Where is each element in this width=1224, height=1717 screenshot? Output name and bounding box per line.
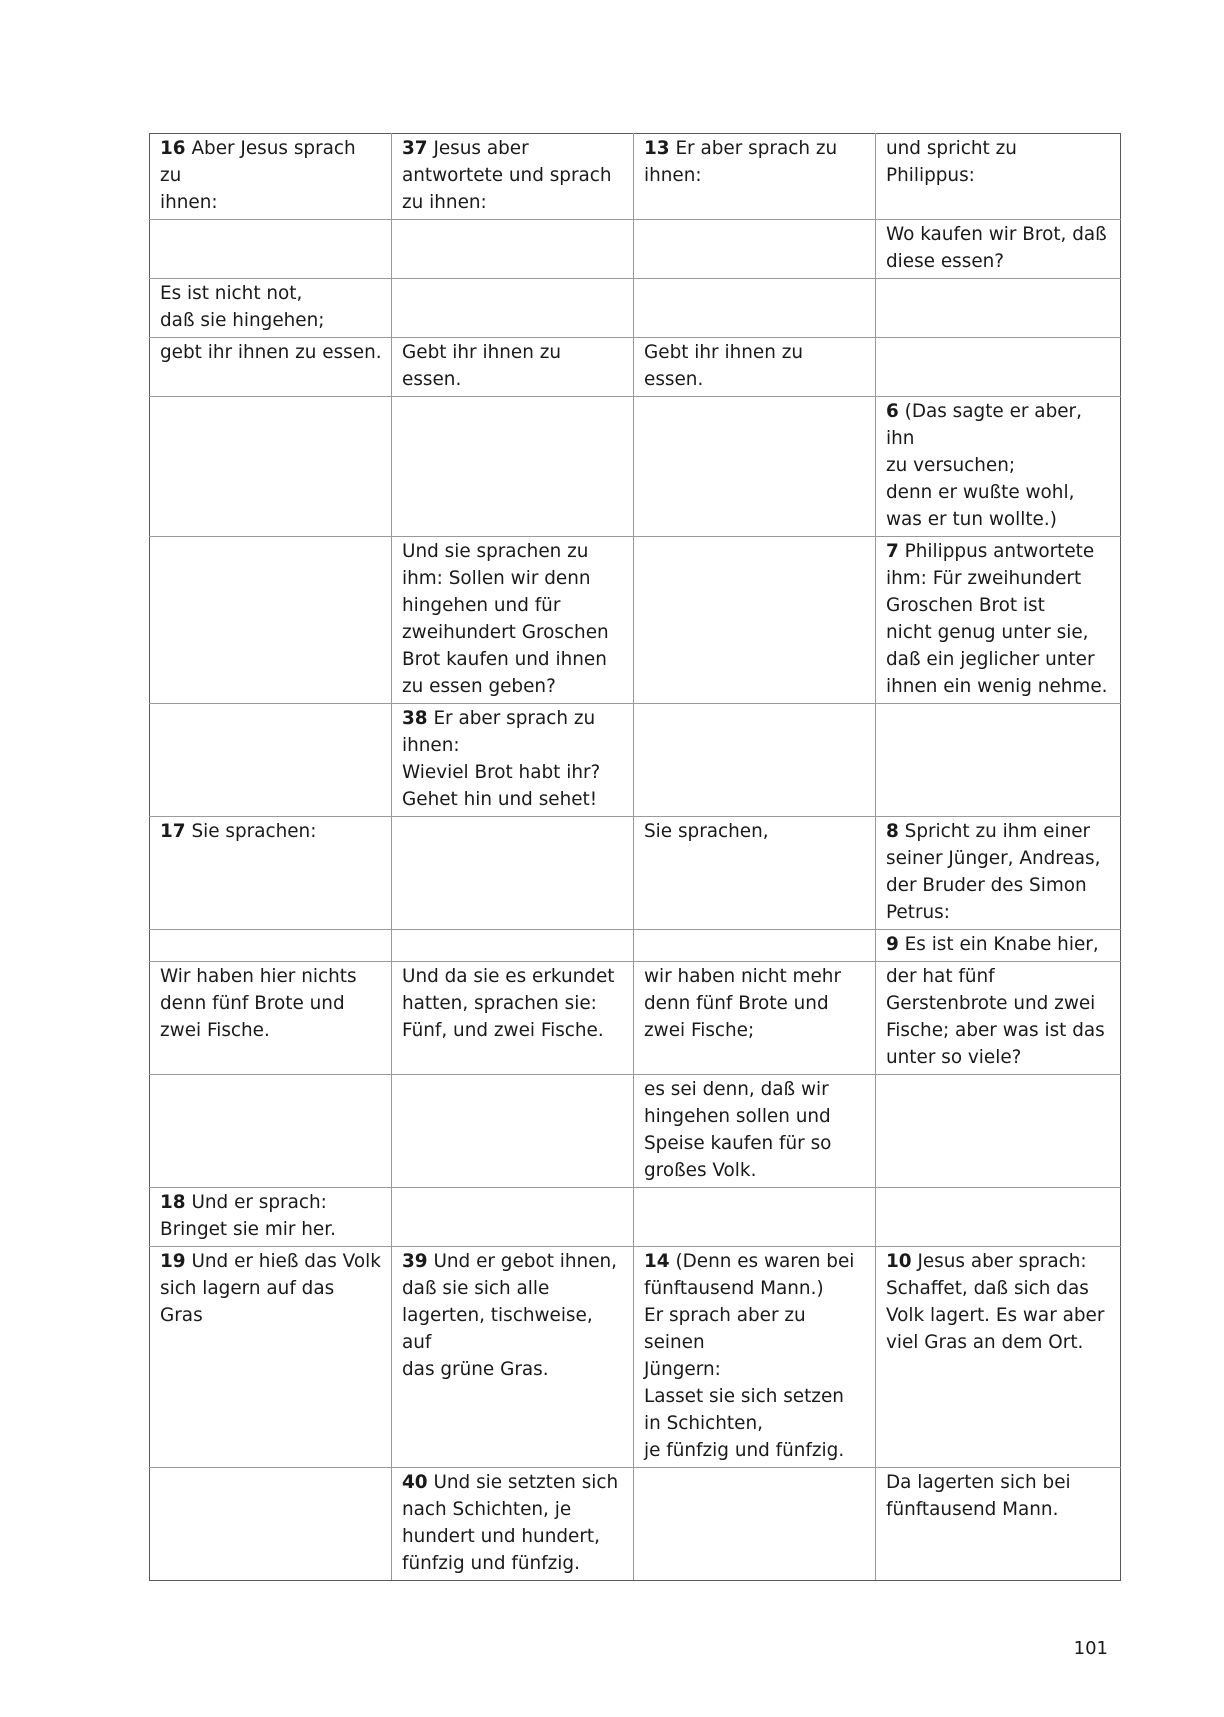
text-line (402, 990, 624, 1017)
table-cell-luke (634, 279, 876, 338)
text-line (886, 990, 1111, 1017)
table-row (150, 1468, 1121, 1581)
verse-text: je fünfzig und fünfzig. (644, 1440, 845, 1461)
table-cell-matthew (150, 704, 392, 817)
text-line (886, 1248, 1111, 1275)
text-line (402, 538, 624, 565)
text-line (886, 479, 1111, 506)
text-line (644, 1130, 866, 1157)
text-line (402, 135, 624, 162)
text-line (402, 1275, 624, 1302)
table-cell-john (876, 1468, 1121, 1581)
text-line (644, 135, 866, 162)
table-cell-john (876, 134, 1121, 220)
text-line (886, 452, 1111, 479)
text-line (886, 646, 1111, 673)
table-cell-matthew (150, 930, 392, 962)
verse-text: hingehen und für (402, 595, 561, 616)
verse-text: zwei Fische; (644, 1020, 755, 1041)
verse-text: Und sie setzten sich (427, 1472, 619, 1493)
verse-text: hingehen sollen und (644, 1106, 831, 1127)
text-line (644, 1356, 866, 1383)
verse-text: das grüne Gras. (402, 1359, 549, 1380)
text-line (160, 990, 382, 1017)
text-line (886, 221, 1111, 248)
text-line (644, 1410, 866, 1437)
table-cell-matthew (150, 1075, 392, 1188)
text-line (402, 189, 624, 216)
table-row (150, 1247, 1121, 1468)
table-cell-luke (634, 962, 876, 1075)
verse-text: seiner Jünger, Andreas, (886, 848, 1101, 869)
verse-number: 7 (886, 541, 899, 562)
table-cell-luke (634, 134, 876, 220)
table-cell-matthew (150, 397, 392, 537)
verse-text: ihm: Sollen wir denn (402, 568, 591, 589)
text-line (402, 673, 624, 700)
table-cell-mark (392, 279, 634, 338)
table-cell-mark (392, 962, 634, 1075)
text-line (402, 1496, 624, 1523)
verse-text: Es ist ein Knabe hier, (898, 934, 1099, 955)
table-cell-mark (392, 1247, 634, 1468)
text-line (160, 135, 382, 189)
text-line (160, 963, 382, 990)
table-cell-mark (392, 220, 634, 279)
text-line (886, 1496, 1111, 1523)
verse-text: ihnen ein wenig nehme. (886, 676, 1108, 697)
page-number: 101 (1073, 1638, 1108, 1659)
text-line (402, 786, 624, 813)
table-cell-john (876, 338, 1121, 397)
table-cell-mark (392, 1468, 634, 1581)
verse-text: Und er sprach: (185, 1192, 327, 1213)
verse-number: 8 (886, 821, 899, 842)
text-line (644, 1103, 866, 1130)
table-cell-luke (634, 930, 876, 962)
table-cell-matthew (150, 338, 392, 397)
verse-text: ihnen: (644, 165, 702, 186)
verse-text: antwortete und sprach (402, 165, 612, 186)
verse-text: Jüngern: (644, 1359, 721, 1380)
verse-text: Groschen Brot ist (886, 595, 1045, 616)
table-cell-luke (634, 1468, 876, 1581)
table-cell-john (876, 397, 1121, 537)
table-row (150, 537, 1121, 704)
text-line (402, 1302, 624, 1356)
verse-text: Er aber sprach zu (427, 708, 596, 729)
verse-text: Fünf, und zwei Fische. (402, 1020, 604, 1041)
verse-number: 14 (644, 1251, 670, 1272)
table-cell-luke (634, 338, 876, 397)
verse-text: Wieviel Brot habt ihr? (402, 762, 601, 783)
text-line (160, 1216, 382, 1243)
text-line (886, 398, 1111, 452)
verse-number: 39 (402, 1251, 428, 1272)
verse-text: Sie sprachen: (185, 821, 317, 842)
table-cell-john (876, 537, 1121, 704)
verse-text: Jesus aber sprach: (911, 1251, 1087, 1272)
verse-number: 16 (160, 138, 186, 159)
table-cell-luke (634, 397, 876, 537)
text-line (886, 1044, 1111, 1071)
verse-text: zweihundert Groschen (402, 622, 609, 643)
verse-text: Volk lagert. Es war aber (886, 1305, 1105, 1326)
verse-text: fünfzig und fünfzig. (402, 1553, 580, 1574)
text-line (886, 845, 1111, 872)
verse-text: Wo kaufen wir Brot, daß (886, 224, 1107, 245)
text-line (402, 565, 624, 592)
text-line (644, 1437, 866, 1464)
table-cell-matthew (150, 1247, 392, 1468)
table-cell-luke (634, 1188, 876, 1247)
verse-text: Er sprach aber zu seinen (644, 1305, 812, 1353)
text-line (402, 646, 624, 673)
text-line (886, 1469, 1111, 1496)
verse-text: zu essen geben? (402, 676, 556, 697)
verse-text: zu versuchen; (886, 455, 1016, 476)
text-line (644, 1076, 866, 1103)
table-cell-john (876, 817, 1121, 930)
verse-text: zwei Fische. (160, 1020, 270, 1041)
verse-text: ihnen: (160, 192, 218, 213)
verse-text: ihnen: (402, 735, 460, 756)
text-line (886, 899, 1111, 926)
text-line (402, 1550, 624, 1577)
text-line (402, 759, 624, 786)
verse-text: der hat fünf (886, 966, 995, 987)
verse-text: daß sie hingehen; (160, 310, 325, 331)
text-line (644, 1302, 866, 1356)
text-line (886, 619, 1111, 646)
verse-text: und spricht zu Philippus: (886, 138, 1023, 186)
text-line (402, 339, 624, 393)
table-cell-john (876, 704, 1121, 817)
verse-text: (Das sagte er aber, ihn (886, 401, 1088, 449)
verse-text: großes Volk. (644, 1160, 757, 1181)
table-cell-mark (392, 134, 634, 220)
verse-text: Und er hieß das Volk (185, 1251, 381, 1272)
table-cell-luke (634, 817, 876, 930)
verse-text: denn fünf Brote und (160, 993, 345, 1014)
verse-text: daß ein jeglicher unter (886, 649, 1095, 670)
table-cell-matthew (150, 134, 392, 220)
verse-text: unter so viele? (886, 1047, 1022, 1068)
text-line (644, 818, 866, 845)
table-cell-luke (634, 1247, 876, 1468)
table-cell-luke (634, 537, 876, 704)
table-row (150, 220, 1121, 279)
verse-number: 13 (644, 138, 670, 159)
text-line (402, 1248, 624, 1275)
verse-text: in Schichten, (644, 1413, 763, 1434)
table-row (150, 338, 1121, 397)
text-line (402, 1356, 624, 1383)
text-line (886, 506, 1111, 533)
table-cell-matthew (150, 220, 392, 279)
verse-text: Sie sprachen, (644, 821, 769, 842)
table-cell-luke (634, 1075, 876, 1188)
verse-number: 9 (886, 934, 899, 955)
text-line (402, 1523, 624, 1550)
text-line (644, 339, 866, 393)
table-cell-mark (392, 1075, 634, 1188)
verse-number: 19 (160, 1251, 186, 1272)
verse-text: Lasset sie sich setzen (644, 1386, 844, 1407)
text-line (886, 565, 1111, 592)
text-line (886, 1017, 1111, 1044)
text-line (160, 1275, 382, 1329)
verse-number: 6 (886, 401, 899, 422)
verse-text: Da lagerten sich bei (886, 1472, 1071, 1493)
verse-text: fünftausend Mann.) (644, 1278, 824, 1299)
verse-text: Und da sie es erkundet (402, 966, 615, 987)
text-line (644, 1017, 866, 1044)
verse-text: hundert und hundert, (402, 1526, 600, 1547)
text-line (402, 162, 624, 189)
verse-text: (Denn es waren bei (669, 1251, 855, 1272)
table-cell-mark (392, 397, 634, 537)
table-cell-matthew (150, 537, 392, 704)
verse-number: 18 (160, 1192, 186, 1213)
text-line (160, 1017, 382, 1044)
verse-text: nach Schichten, je (402, 1499, 572, 1520)
table-cell-matthew (150, 962, 392, 1075)
text-line (160, 1248, 382, 1275)
verse-text: Petrus: (886, 902, 950, 923)
text-line (886, 818, 1111, 845)
text-line (886, 931, 1111, 958)
table-cell-john (876, 1075, 1121, 1188)
table-row (150, 704, 1121, 817)
verse-text: zu ihnen: (402, 192, 487, 213)
verse-text: lagerten, tischweise, auf (402, 1305, 599, 1353)
table-row (150, 1075, 1121, 1188)
text-line (402, 1469, 624, 1496)
table-cell-mark (392, 1188, 634, 1247)
text-line (402, 619, 624, 646)
text-line (402, 963, 624, 990)
text-line (402, 592, 624, 619)
text-line (644, 1383, 866, 1410)
verse-text: Fische; aber was ist das (886, 1020, 1105, 1041)
table-cell-matthew (150, 1468, 392, 1581)
table-cell-john (876, 220, 1121, 279)
table-cell-mark (392, 704, 634, 817)
table-row (150, 397, 1121, 537)
text-line (886, 963, 1111, 990)
text-line (402, 732, 624, 759)
text-line (886, 135, 1111, 189)
text-line (886, 872, 1111, 899)
verse-text: Philippus antwortete (898, 541, 1095, 562)
table-cell-john (876, 1188, 1121, 1247)
text-line (402, 705, 624, 732)
text-line (160, 339, 382, 366)
verse-number: 10 (886, 1251, 912, 1272)
table-cell-matthew (150, 279, 392, 338)
table-cell-luke (634, 704, 876, 817)
verse-number: 38 (402, 708, 428, 729)
text-line (644, 162, 866, 189)
table-row (150, 930, 1121, 962)
table-row (150, 962, 1121, 1075)
verse-text: Gebt ihr ihnen zu essen. (644, 342, 809, 390)
verse-text: was er tun wollte.) (886, 509, 1057, 530)
table-cell-john (876, 930, 1121, 962)
table-cell-mark (392, 338, 634, 397)
text-line (160, 307, 382, 334)
verse-number: 40 (402, 1472, 428, 1493)
verse-text: diese essen? (886, 251, 1005, 272)
table-cell-mark (392, 537, 634, 704)
verse-text: Es ist nicht not, (160, 283, 303, 304)
text-line (644, 1248, 866, 1275)
verse-text: daß sie sich alle (402, 1278, 550, 1299)
text-line (402, 1017, 624, 1044)
verse-number: 17 (160, 821, 186, 842)
verse-text: Und er gebot ihnen, (427, 1251, 618, 1272)
text-line (886, 673, 1111, 700)
verse-text: sich lagern auf das Gras (160, 1278, 341, 1326)
text-line (160, 280, 382, 307)
verse-text: Spricht zu ihm einer (898, 821, 1091, 842)
text-line (886, 1275, 1111, 1302)
table-cell-mark (392, 817, 634, 930)
text-line (644, 990, 866, 1017)
text-line (644, 963, 866, 990)
verse-text: nicht genug unter sie, (886, 622, 1089, 643)
table-row (150, 134, 1121, 220)
text-line (886, 1329, 1111, 1356)
verse-text: gebt ihr ihnen zu essen. (160, 342, 382, 363)
table-row (150, 817, 1121, 930)
text-line (886, 538, 1111, 565)
table-cell-matthew (150, 817, 392, 930)
verse-text: Wir haben hier nichts (160, 966, 357, 987)
synopsis-table (149, 133, 1121, 1581)
verse-text: Gebt ihr ihnen zu essen. (402, 342, 567, 390)
verse-text: Bringet sie mir her. (160, 1219, 336, 1240)
table-cell-mark (392, 930, 634, 962)
text-line (644, 1157, 866, 1184)
text-line (886, 1302, 1111, 1329)
verse-text: Speise kaufen für so (644, 1133, 832, 1154)
verse-text: Schaffet, daß sich das (886, 1278, 1089, 1299)
verse-text: es sei denn, daß wir (644, 1079, 829, 1100)
verse-text: Jesus aber (427, 138, 529, 159)
text-line (160, 1189, 382, 1216)
verse-text: ihm: Für zweihundert (886, 568, 1082, 589)
text-line (644, 1275, 866, 1302)
verse-text: Gerstenbrote und zwei (886, 993, 1096, 1014)
verse-text: denn er wußte wohl, (886, 482, 1075, 503)
table-cell-john (876, 1247, 1121, 1468)
text-line (160, 818, 382, 845)
table-cell-john (876, 962, 1121, 1075)
synopsis-table-body (150, 134, 1121, 1581)
verse-text: fünftausend Mann. (886, 1499, 1059, 1520)
verse-text: Und sie sprachen zu (402, 541, 589, 562)
text-line (160, 189, 382, 216)
verse-text: hatten, sprachen sie: (402, 993, 597, 1014)
verse-text: der Bruder des Simon (886, 875, 1087, 896)
verse-text: Aber Jesus sprach zu (160, 138, 362, 186)
verse-text: Er aber sprach zu (669, 138, 838, 159)
table-cell-matthew (150, 1188, 392, 1247)
verse-number: 37 (402, 138, 428, 159)
verse-text: viel Gras an dem Ort. (886, 1332, 1084, 1353)
verse-text: Brot kaufen und ihnen (402, 649, 607, 670)
text-line (886, 592, 1111, 619)
verse-text: denn fünf Brote und (644, 993, 829, 1014)
table-cell-luke (634, 220, 876, 279)
table-row (150, 279, 1121, 338)
table-cell-john (876, 279, 1121, 338)
verse-text: wir haben nicht mehr (644, 966, 842, 987)
verse-text: Gehet hin und sehet! (402, 789, 598, 810)
text-line (886, 248, 1111, 275)
table-row (150, 1188, 1121, 1247)
